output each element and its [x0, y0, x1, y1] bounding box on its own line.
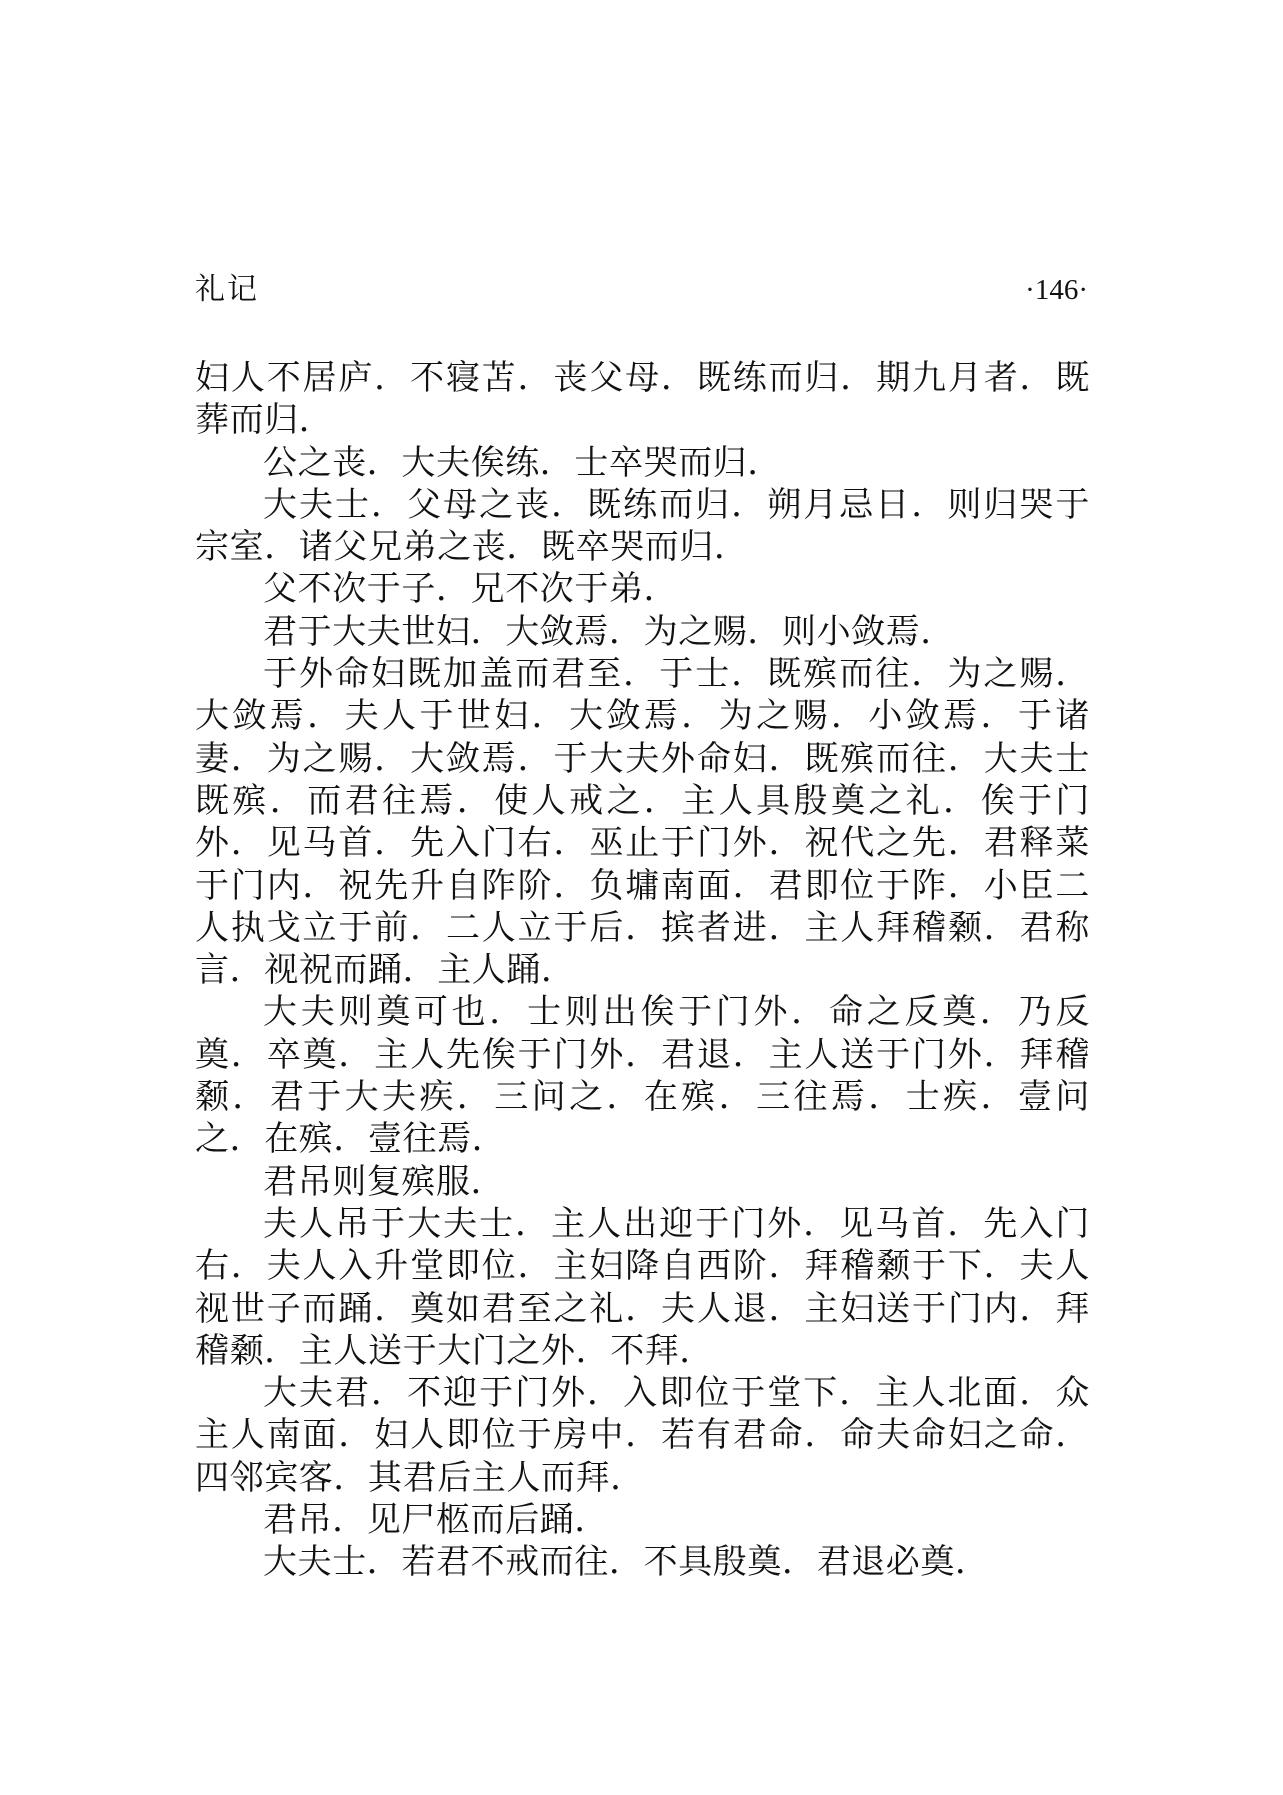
paragraph: 大夫士．父母之丧．既练而归．朔月忌日．则归哭于宗室．诸父兄弟之丧．既卒哭而归． — [195, 484, 1090, 568]
paragraph: 君于大夫世妇．大敛焉．为之赐．则小敛焉． — [263, 611, 955, 652]
body-text — [195, 357, 1090, 1584]
paragraph: 大夫士．若君不戒而往．不具殷奠．君退必奠． — [263, 1542, 990, 1583]
page-number: ·146· — [1025, 274, 1088, 306]
paragraph: 大夫君．不迎于门外．入即位于堂下．主人北面．众主人南面．妇人即位于房中．若有君命．命夫命妇之命．四邻宾客．其君后主人而拜． — [195, 1373, 1090, 1498]
paragraph: 君吊则复殡服． — [263, 1161, 506, 1202]
paragraph: 大夫则奠可也．士则出俟于门外．命之反奠．乃反奠．卒奠．主人先俟于门外．君退．主人送于门外．拜稽颡．君于大夫疾．三问之．在殡．三往焉．士疾．壹问之．在殡．壹往焉． — [195, 992, 1090, 1160]
book-title: 礼记 — [195, 272, 259, 307]
paragraph: 于外命妇既加盖而君至．于士．既殡而往．为之赐．大敛焉．夫人于世妇．大敛焉．为之赐．小敛焉．于诸妻．为之赐．大敛焉．于大夫外命妇．既殡而往．大夫士既殡．而君往焉．使人戒之．主人具殷奠之礼．俟于门外．见马首．先入门右．巫止于门外．祝代之先．君释菜于门内．祝先升自阼阶．负墉南面．君即位于阼．小臣二人执戈立于前．二人立于后．摈者进．主人拜稽颡．君称言．视祝而踊．主人踊． — [195, 654, 1090, 991]
paragraph: 父不次于子．兄不次于弟． — [263, 569, 679, 610]
paragraph: 君吊．见尸柩而后踊． — [263, 1500, 609, 1541]
paragraph: 妇人不居庐．不寝苫．丧父母．既练而归．期九月者．既葬而归． — [195, 358, 1090, 441]
paragraph: 夫人吊于大夫士．主人出迎于门外．见马首．先入门右．夫人入升堂即位．主妇降自西阶．拜稽颡于下．夫人视世子而踊．奠如君至之礼．夫人退．主妇送于门内．拜稽颡．主人送于大门之外．不拜． — [195, 1203, 1090, 1371]
paragraph: 公之丧．大夫俟练．士卒哭而归． — [263, 442, 782, 483]
page-header — [195, 268, 1088, 312]
